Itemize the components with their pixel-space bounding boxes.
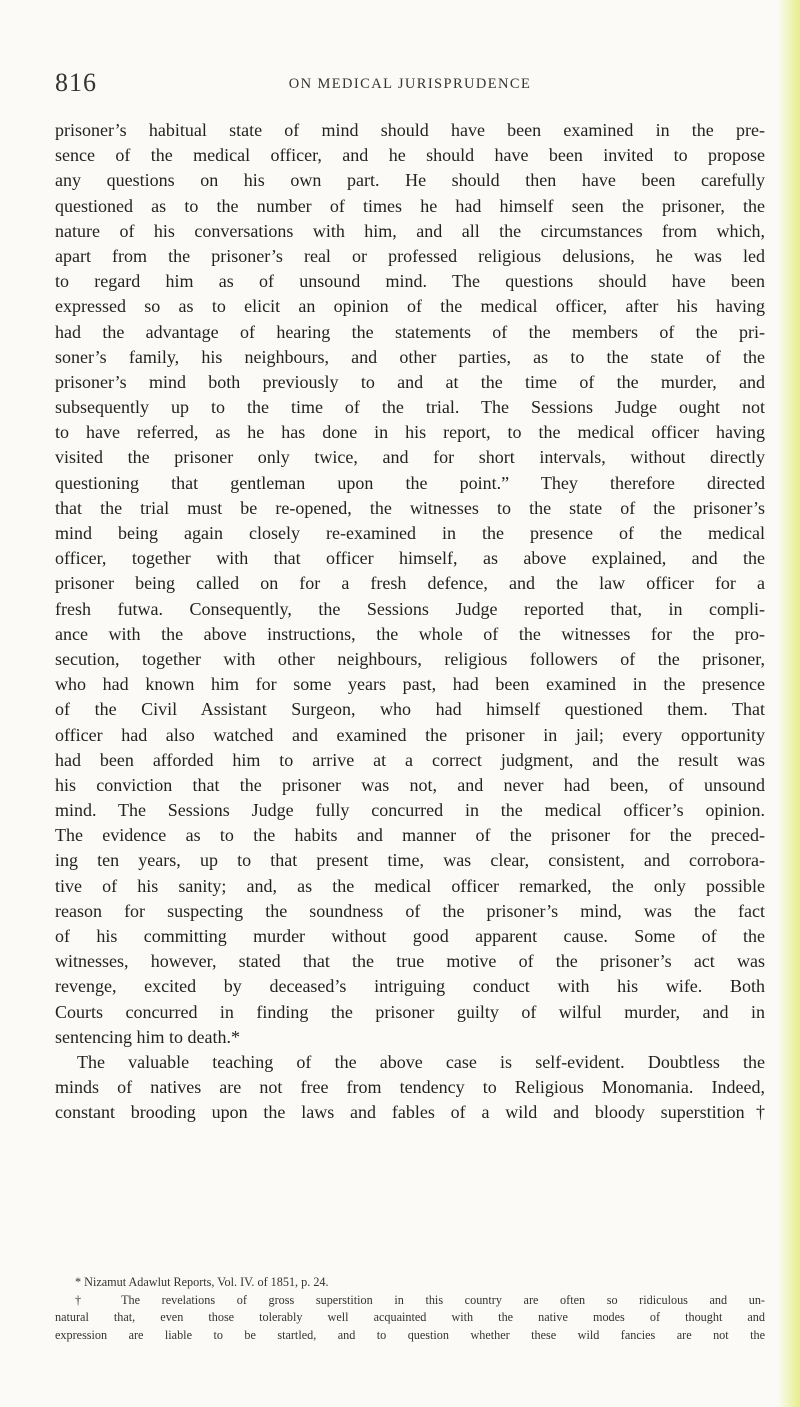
text-line: questioned as to the number of times he had himself seen the prisoner, the [55,195,765,216]
footnote-line: † The revelations of gross superstition in this country are often so ridiculous and un- [75,1292,765,1307]
text-line: of his committing murder without good apparent cause. Some of the [55,926,765,946]
text-line: prisoner’s mind both previously to and at the time of the murder, and [55,371,765,392]
text-line: apart from the prisoner’s real or professed religious delusions, he was led [55,245,765,266]
footnote-line: natural that, even those tolerably well acquainted with the native modes of thought and [55,1310,765,1324]
text-line: that the trial must be re-opened, the witnesses to the state of the prisoner’s [55,497,765,518]
running-head: ON MEDICAL JURISPRUDENCE [288,76,532,92]
text-line: The evidence as to the habits and manner of the prisoner for the preced- [55,825,765,846]
footnotes [55,1274,765,1344]
text-line: to have referred, as he has done in his report, to the medical officer having [55,422,765,443]
text-line: nature of his conversations with him, and all the circumstances from which, [55,220,765,241]
text-line: questioning that gentleman upon the point.” They therefore directed [55,472,765,493]
text-line: had been afforded him to arrive at a correct judgment, and the result was [55,749,765,770]
text-line: sentencing him to death.* [55,1026,240,1047]
text-line: soner’s family, his neighbours, and other parties, as to the state of the [55,346,765,367]
text-line: expressed so as to elicit an opinion of the medical officer, after his having [55,296,765,317]
text-line: visited the prisoner only twice, and for short intervals, without directly [55,447,765,468]
text-line: mind. The Sessions Judge fully concurred in the medical officer’s opinion. [55,800,765,821]
text-line: secution, together with other neighbours, religious followers of the prisoner, [55,648,765,669]
text-line: witnesses, however, stated that the true motive of the prisoner’s act was [55,951,765,972]
text-line: officer had also watched and examined the prisoner in jail; every opportunity [55,724,765,745]
text-line: reason for suspecting the soundness of the prisoner’s mind, was the fact [55,900,765,921]
text-line: prisoner’s habitual state of mind should have been examined in the pre- [55,120,765,140]
text-line: fresh futwa. Consequently, the Sessions Judge reported that, in compli- [55,598,765,619]
text-line: constant brooding upon the laws and fables of a wild and bloody superstition† [55,1102,765,1123]
text-line: his conviction that the prisoner was not, and never had been, of unsound [55,774,765,795]
page-edge [778,0,800,1407]
text-line: ing ten years, up to that present time, was clear, consistent, and corrobora- [55,850,765,871]
text-line: The valuable teaching of the above case is self-evident. Doubtless the [77,1051,765,1072]
text-line: had the advantage of hearing the statements of the members of the pri- [55,321,765,342]
page-number: 816 [55,68,97,97]
footnote-line: * Nizamut Adawlut Reports, Vol. IV. of 1851, p. 24. [75,1275,329,1289]
text-line: prisoner being called on for a fresh defence, and the law officer for a [55,573,765,594]
text-line: officer, together with that officer himself, as above explained, and the [55,548,765,569]
text-line: any questions on his own part. He should then have been carefully [55,170,765,191]
text-line: Courts concurred in finding the prisoner guilty of wilful murder, and in [55,1001,765,1022]
text-line: mind being again closely re-examined in the presence of the medical [55,523,765,543]
text-line: subsequently up to the time of the trial. The Sessions Judge ought not [55,397,765,418]
text-line: to regard him as of unsound mind. The questions should have been [55,271,765,292]
footnote-line: expression are liable to be startled, and to question whether these wild fancies are not the [55,1327,765,1342]
text-line: tive of his sanity; and, as the medical officer remarked, the only possible [55,875,765,896]
page-header [55,68,765,96]
text-line: of the Civil Assistant Surgeon, who had himself questioned them. That [55,699,765,720]
text-line: sence of the medical officer, and he should have been invited to propose [55,145,765,166]
body-text [55,118,765,1126]
text-line: who had known him for some years past, had been examined in the presence [55,674,765,695]
text-line: ance with the above instructions, the whole of the witnesses for the pro- [55,623,765,644]
text-line: revenge, excited by deceased’s intriguing conduct with his wife. Both [55,976,765,997]
text-line: minds of natives are not free from tendency to Religious Monomania. Indeed, [55,1077,765,1098]
